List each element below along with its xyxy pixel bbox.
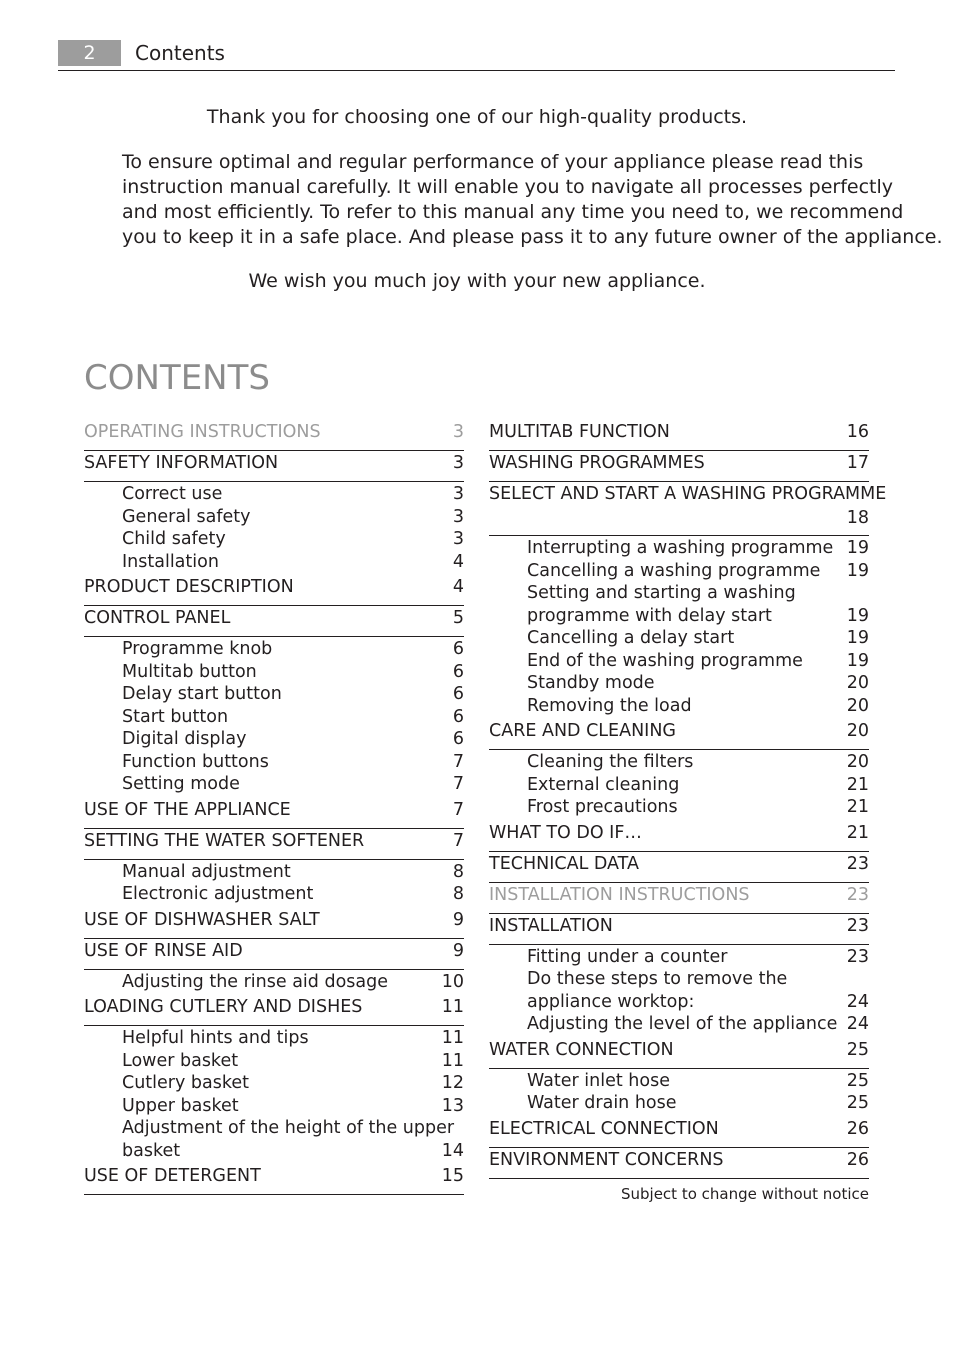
toc-section-page: 26 xyxy=(846,1149,869,1170)
toc-subsection-title: Do these steps to remove the appliance worktop: xyxy=(527,969,788,1012)
toc-subsection[interactable] xyxy=(84,883,464,906)
toc-subsection-title: Helpful hints and tips xyxy=(122,1028,309,1048)
toc-subsection-page: 13 xyxy=(441,1095,464,1116)
toc-subsection-page: 3 xyxy=(452,484,464,504)
toc-section-page: 11 xyxy=(441,997,464,1017)
toc-subsection[interactable] xyxy=(489,968,869,1013)
toc-subsection-page: 7 xyxy=(452,774,464,794)
toc-subsection[interactable] xyxy=(84,751,464,774)
toc-subsection-list xyxy=(84,637,464,798)
toc-subsection[interactable] xyxy=(489,1070,869,1093)
toc-subsection-page: 3 xyxy=(452,529,464,549)
intro-line: you to keep it in a safe place. And please pass it to any future owner of the appliance. xyxy=(122,226,943,248)
toc-section-title: SAFETY INFORMATION xyxy=(84,453,279,473)
toc-subsection[interactable] xyxy=(84,728,464,751)
toc-section-title: SELECT AND START A WASHING PROGRAMME xyxy=(489,484,887,504)
toc-subsection-title: Correct use xyxy=(122,484,223,504)
intro-paragraph xyxy=(122,150,943,250)
toc-subsection[interactable] xyxy=(489,695,869,718)
toc-section-page: 23 xyxy=(846,915,869,936)
toc-section-title: ENVIRONMENT CONCERNS xyxy=(489,1149,724,1170)
toc-section[interactable] xyxy=(84,1164,464,1195)
toc-subsection[interactable] xyxy=(84,528,464,551)
toc-subsection-page: 6 xyxy=(452,729,464,749)
toc-subsection[interactable] xyxy=(84,1117,464,1162)
toc-section[interactable] xyxy=(489,482,887,536)
toc-subsection[interactable] xyxy=(489,946,869,969)
toc-subsection-title: Standby mode xyxy=(527,673,655,693)
toc-section[interactable] xyxy=(489,883,869,914)
toc-subsection[interactable] xyxy=(489,774,869,797)
intro-thanks: Thank you for choosing one of our high-quality products. xyxy=(206,106,748,128)
toc-section-page: 3 xyxy=(452,453,464,473)
toc-subsection-list xyxy=(489,750,869,821)
toc-subsection-page: 19 xyxy=(846,538,869,558)
toc-subsection[interactable] xyxy=(84,506,464,529)
toc-subsection-title: Multitab button xyxy=(122,661,257,682)
intro-line: To ensure optimal and regular performance of your appliance please read this xyxy=(122,151,864,173)
toc-section-title: USE OF DISHWASHER SALT xyxy=(84,909,320,930)
toc-subsection-page: 6 xyxy=(452,684,464,704)
toc-subsection-list xyxy=(489,536,869,719)
toc-section[interactable] xyxy=(489,852,869,883)
toc-section-title: INSTALLATION INSTRUCTIONS xyxy=(489,884,750,905)
toc-subsection[interactable] xyxy=(489,560,869,583)
toc-subsection-page: 8 xyxy=(452,884,464,904)
toc-section-title: SETTING THE WATER SOFTENER xyxy=(84,830,365,851)
toc-subsection[interactable] xyxy=(84,638,464,661)
toc-section-title: CARE AND CLEANING xyxy=(489,721,676,741)
toc-subsection-title: General safety xyxy=(122,506,251,527)
toc-subsection-title: Installation xyxy=(122,551,219,572)
toc-right-column xyxy=(489,420,887,1179)
toc-section[interactable] xyxy=(489,719,869,750)
toc-section-page: 16 xyxy=(846,422,869,442)
toc-left-column xyxy=(84,420,464,1195)
toc-subsection-title: Cleaning the filters xyxy=(527,752,694,772)
toc-section-page: 7 xyxy=(452,799,464,820)
toc-section-title: WASHING PROGRAMMES xyxy=(489,453,705,473)
toc-subsection[interactable] xyxy=(84,1072,464,1095)
toc-subsection-title: Frost precautions xyxy=(527,797,678,817)
page-header xyxy=(58,40,895,71)
toc-subsection-page: 6 xyxy=(452,639,464,659)
toc-section-page: 20 xyxy=(846,721,869,741)
toc-subsection[interactable] xyxy=(84,1027,464,1050)
toc-subsection-page: 20 xyxy=(846,752,869,772)
toc-subsection-page: 21 xyxy=(846,797,869,817)
toc-section-page: 9 xyxy=(452,909,464,930)
page-number: 2 xyxy=(58,40,121,66)
toc-section-page: 15 xyxy=(441,1166,464,1186)
toc-subsection-title: Cutlery basket xyxy=(122,1073,250,1093)
toc-subsection-list xyxy=(84,1026,464,1164)
toc-section-title: INSTALLATION xyxy=(489,915,613,936)
contents-heading: CONTENTS xyxy=(84,358,270,398)
toc-subsection-title: Programme knob xyxy=(122,639,273,659)
toc-subsection-title: External cleaning xyxy=(527,774,680,795)
toc-subsection-title: Upper basket xyxy=(122,1095,239,1116)
toc-section[interactable] xyxy=(84,575,464,606)
toc-section-title: USE OF DETERGENT xyxy=(84,1166,261,1186)
toc-subsection-page: 6 xyxy=(452,706,464,727)
toc-section-page: 4 xyxy=(452,577,464,597)
toc-subsection-page: 19 xyxy=(846,628,869,648)
toc-section-page: 9 xyxy=(452,940,464,961)
toc-subsection-title: Child safety xyxy=(122,529,226,549)
toc-subsection-page: 10 xyxy=(441,971,464,992)
toc-subsection[interactable] xyxy=(489,537,869,560)
toc-section-title: WATER CONNECTION xyxy=(489,1039,674,1060)
toc-subsection[interactable] xyxy=(84,706,464,729)
toc-section-page: 18 xyxy=(846,508,869,528)
toc-subsection[interactable] xyxy=(489,1092,869,1115)
toc-section-title: MULTITAB FUNCTION xyxy=(489,422,670,442)
toc-subsection-title: Setting and starting a washing programme with delay start xyxy=(527,583,796,626)
toc-subsection[interactable] xyxy=(489,627,869,650)
toc-subsection[interactable] xyxy=(489,650,869,673)
toc-subsection-title: Electronic adjustment xyxy=(122,884,314,904)
toc-section[interactable] xyxy=(489,914,869,945)
toc-subsection-title: Lower basket xyxy=(122,1050,239,1071)
toc-subsection-page: 11 xyxy=(441,1028,464,1048)
toc-section-page: 5 xyxy=(452,608,464,628)
toc-section[interactable] xyxy=(489,420,869,451)
toc-subsection-page: 8 xyxy=(452,861,464,882)
toc-section-title: PRODUCT DESCRIPTION xyxy=(84,577,294,597)
toc-section[interactable] xyxy=(489,1117,869,1148)
toc-subsection[interactable] xyxy=(84,971,464,994)
toc-subsection[interactable] xyxy=(489,582,869,627)
toc-subsection-page: 4 xyxy=(452,551,464,572)
toc-subsection-page: 20 xyxy=(846,695,869,716)
toc-section[interactable] xyxy=(84,908,464,939)
toc-section[interactable] xyxy=(84,451,464,482)
toc-section-page: 26 xyxy=(846,1118,869,1139)
toc-subsection[interactable] xyxy=(84,683,464,706)
toc-subsection-list xyxy=(84,482,464,575)
toc-subsection-list xyxy=(489,1069,869,1117)
toc-subsection-list xyxy=(489,945,869,1038)
toc-section-title: OPERATING INSTRUCTIONS xyxy=(84,422,321,442)
toc-subsection[interactable] xyxy=(84,483,464,506)
toc-section[interactable] xyxy=(84,798,464,829)
toc-section-title: CONTROL PANEL xyxy=(84,608,231,628)
intro-line: and most efficiently. To refer to this manual any time you need to, we recommend xyxy=(122,201,904,223)
toc-section-page: 7 xyxy=(452,830,464,851)
toc-section-title: ELECTRICAL CONNECTION xyxy=(489,1118,719,1139)
toc-subsection[interactable] xyxy=(489,1013,869,1036)
toc-subsection[interactable] xyxy=(489,796,869,819)
toc-subsection-page: 6 xyxy=(452,661,464,682)
toc-subsection-page: 14 xyxy=(441,1140,464,1161)
toc-subsection-title: Start button xyxy=(122,706,229,727)
toc-subsection-list xyxy=(84,860,464,908)
toc-section-page: 23 xyxy=(846,853,869,874)
toc-subsection-page: 20 xyxy=(846,673,869,693)
toc-subsection[interactable] xyxy=(84,661,464,684)
toc-subsection-title: Adjusting the level of the appliance xyxy=(527,1014,838,1034)
toc-subsection-page: 7 xyxy=(452,751,464,772)
toc-subsection[interactable] xyxy=(84,551,464,574)
toc-subsection-page: 19 xyxy=(846,650,869,671)
toc-subsection-title: Interrupting a washing programme xyxy=(527,538,834,558)
toc-section-page: 23 xyxy=(846,884,869,905)
toc-subsection-title: Adjustment of the height of the upper basket xyxy=(122,1118,455,1161)
toc-section-page: 25 xyxy=(846,1039,869,1060)
toc-subsection-page: 19 xyxy=(846,560,869,581)
toc-subsection-title: Digital display xyxy=(122,729,247,749)
toc-subsection[interactable] xyxy=(84,1095,464,1118)
intro-line: instruction manual carefully. It will enable you to navigate all processes perfectly xyxy=(122,176,894,198)
intro-wish: We wish you much joy with your new appliance. xyxy=(248,270,706,292)
toc-section[interactable] xyxy=(84,420,464,451)
toc-section-title: USE OF THE APPLIANCE xyxy=(84,799,291,820)
toc-section[interactable] xyxy=(489,1038,869,1069)
toc-subsection-title: Water drain hose xyxy=(527,1093,677,1113)
toc-section[interactable] xyxy=(489,821,869,852)
toc-subsection-title: Delay start button xyxy=(122,684,282,704)
toc-section[interactable] xyxy=(84,995,464,1026)
toc-subsection-page: 21 xyxy=(846,774,869,795)
toc-subsection[interactable] xyxy=(84,1050,464,1073)
toc-section-title: LOADING CUTLERY AND DISHES xyxy=(84,997,363,1017)
toc-subsection-list xyxy=(84,970,464,996)
toc-section-page: 21 xyxy=(846,822,869,843)
toc-subsection-page: 25 xyxy=(846,1070,869,1091)
toc-section[interactable] xyxy=(84,606,464,637)
toc-subsection-title: Cancelling a washing programme xyxy=(527,560,821,581)
toc-subsection-title: Manual adjustment xyxy=(122,861,291,882)
toc-subsection-title: Removing the load xyxy=(527,695,692,716)
toc-subsection-page: 25 xyxy=(846,1093,869,1113)
toc-section[interactable] xyxy=(489,451,869,482)
header-title: Contents xyxy=(135,41,225,65)
toc-subsection-title: Adjusting the rinse aid dosage xyxy=(122,971,388,992)
toc-subsection-page: 19 xyxy=(846,605,869,626)
toc-section-title: TECHNICAL DATA xyxy=(489,853,639,874)
toc-subsection-page: 24 xyxy=(846,991,869,1012)
toc-subsection[interactable] xyxy=(489,672,869,695)
toc-subsection[interactable] xyxy=(84,861,464,884)
toc-subsection-title: Setting mode xyxy=(122,774,240,794)
toc-section[interactable] xyxy=(489,1148,869,1179)
toc-section-title: WHAT TO DO IF… xyxy=(489,822,642,843)
footer-note: Subject to change without notice xyxy=(620,1185,869,1203)
toc-subsection-page: 11 xyxy=(441,1050,464,1071)
toc-subsection[interactable] xyxy=(489,751,869,774)
toc-subsection-title: Water inlet hose xyxy=(527,1070,670,1091)
toc-section-page: 17 xyxy=(846,453,869,473)
toc-subsection-page: 24 xyxy=(846,1014,869,1034)
toc-section[interactable] xyxy=(84,829,464,860)
toc-section-page: 3 xyxy=(452,422,464,442)
toc-subsection-page: 12 xyxy=(441,1073,464,1093)
toc-subsection-page: 23 xyxy=(846,946,869,967)
toc-subsection-title: Function buttons xyxy=(122,751,269,772)
toc-section[interactable] xyxy=(84,939,464,970)
toc-subsection-title: Cancelling a delay start xyxy=(527,628,735,648)
toc-section-title: USE OF RINSE AID xyxy=(84,940,243,961)
toc-subsection-title: Fitting under a counter xyxy=(527,946,728,967)
toc-subsection[interactable] xyxy=(84,773,464,796)
toc-subsection-title: End of the washing programme xyxy=(527,650,803,671)
toc-subsection-page: 3 xyxy=(452,506,464,527)
